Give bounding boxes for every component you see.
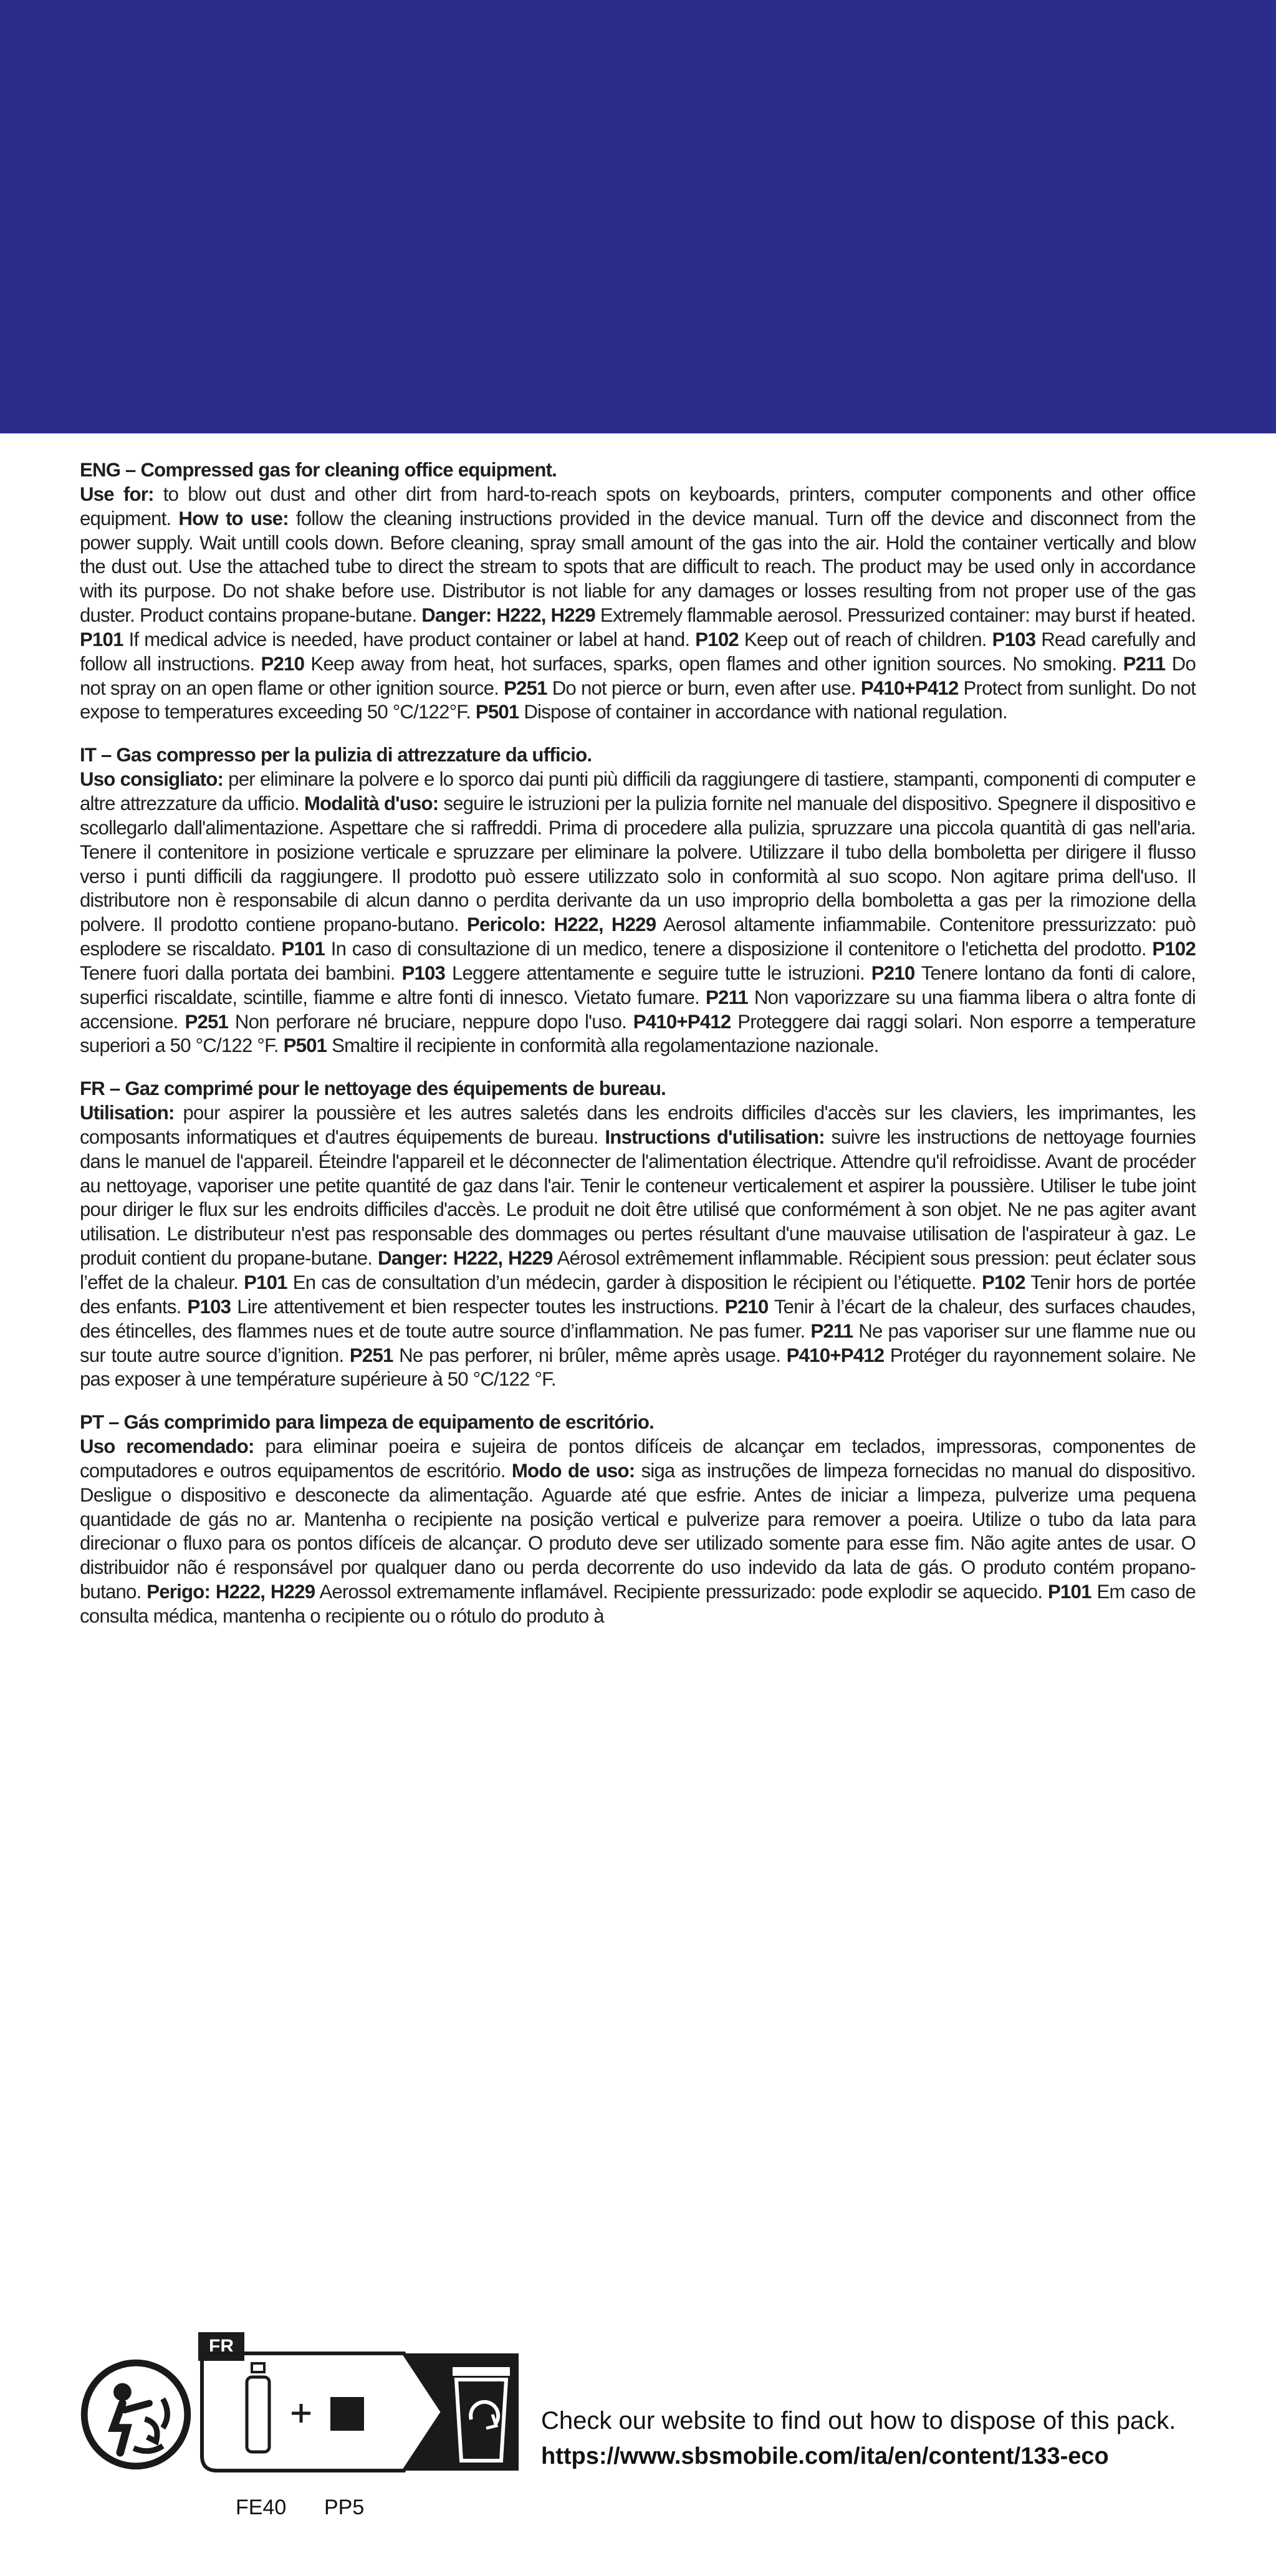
section-title-it: IT – Gas compresso per la pulizia di attrezzature da ufficio. <box>80 744 592 766</box>
body-text: Protéger du rayonnement solaire. Ne pas exposer à une température supérieure à 50 °C/122 °F. <box>80 1344 1196 1391</box>
hazard-label: P101 <box>1048 1581 1091 1603</box>
body-text: Aérosol extrêmement inflammable. Récipient sous pression: peut éclater sous l’effet de la chaleur. <box>80 1247 1196 1293</box>
hazard-label: P211 <box>705 986 748 1008</box>
aerosol-can-icon <box>247 2363 269 2452</box>
hazard-label: P102 <box>695 628 739 650</box>
body-text: Tenere fuori dalla portata dei bambini. <box>80 962 402 984</box>
hazard-label: Instructions d'utilisation: <box>605 1126 825 1148</box>
hazard-label: P410+P412 <box>633 1010 731 1033</box>
body-text: Do not pierce or burn, even after use. <box>547 677 861 699</box>
hazard-label: P251 <box>349 1344 393 1366</box>
section-body-eng <box>80 483 1196 725</box>
hazard-label: Pericolo: H222, H229 <box>467 914 656 936</box>
hazard-label: Perigo: H222, H229 <box>146 1581 315 1603</box>
body-text: In caso di consultazione di un medico, tenere a disposizione il contenitore o l'etichetta del prodotto. <box>325 938 1153 960</box>
body-text: Keep away from heat, hot surfaces, sparks, open flames and other ignition sources. No smoking. <box>304 652 1123 675</box>
body-text: Tenere lontano da fonti di calore, superfici riscaldate, scintille, fiamme e altre fonti di innesco. Vietato fumare. <box>80 962 1196 1008</box>
hazard-label: P101 <box>80 628 123 650</box>
material-code-cap: PP5 <box>324 2496 365 2519</box>
body-text: Keep out of reach of children. <box>738 628 992 650</box>
hazard-label: P410+P412 <box>786 1344 885 1366</box>
section-it <box>80 743 1196 1058</box>
section-title-fr: FR – Gaz comprimé pour le nettoyage des équipements de bureau. <box>80 1078 666 1100</box>
body-text: Non perforare né bruciare, neppure dopo l'uso. <box>228 1010 633 1033</box>
body-text: Lire attentivement et bien respecter toutes les instructions. <box>231 1295 725 1318</box>
disposal-instructions-text: Check our website to find out how to dispose of this pack. <box>541 2407 1176 2434</box>
hazard-label: Utilisation: <box>80 1102 175 1124</box>
section-body-it <box>80 768 1196 1058</box>
hazard-label: Use for: <box>80 483 154 505</box>
body-text: to blow out dust and other dirt from hard-to-reach spots on keyboards, printers, computer components and other office equipment. <box>80 483 1196 529</box>
hazard-label: P101 <box>281 938 325 960</box>
hazard-label: P102 <box>982 1271 1025 1293</box>
hazard-label: Danger: H222, H229 <box>421 604 595 627</box>
hazard-label: P251 <box>185 1010 229 1033</box>
body-text: siga as instruções de limpeza fornecidas no manual do dispositivo. Desligue o dispositivo e desconecte da alimentação. Aguarde até que esfrie. Antes de iniciar a limpeza, pulverize uma pequena quantidade de gás no ar. Mantenha o recipiente na posição vertical e pulverize para remover a poeira. Utilize o tubo da lata para direcionar o fluxo para os pontos difíceis de alcançar. O produto deve ser utilizado somente para esse fim. Não agite antes de usar. O distribuidor não é responsável por qualquer dano ou perda decorrente do uso indevido da lata de gás. O produto contém propano-butano. <box>80 1459 1196 1603</box>
hazard-label: Uso recomendado: <box>80 1435 254 1458</box>
body-text: Do not spray on an open flame or other ignition source. <box>80 652 1196 699</box>
section-body-fr <box>80 1101 1196 1392</box>
hazard-label: P501 <box>475 701 519 723</box>
hazard-label: Modalità d'uso: <box>304 792 439 814</box>
hazard-label: Danger: H222, H229 <box>377 1247 553 1270</box>
hazard-label: P410+P412 <box>860 677 959 699</box>
body-text: Ne pas vaporiser sur une flamme nue ou sur toute autre source d’ignition. <box>80 1319 1196 1366</box>
body-text: Ne pas perforer, ni brûler, même après usage. <box>393 1344 787 1366</box>
body-text: seguire le istruzioni per la pulizia fornite nel manuale del dispositivo. Spegnere il dispositivo e scollegarlo dall'alimentazione. Aspettare che si raffreddi. Prima di procedere alla pulizia, spruzzare una piccola quantità di gas nell'aria. Tenere il contenitore in posizione verticale e spruzzare per eliminare la polvere. Utilizzare il tubo della bomboletta per dirigere il flusso verso i punti difficili da raggiungere. Il prodotto può essere utilizzato solo in conformità al suo scopo. Non agitare prima dell'uso. Il distributore non è responsabile di alcun danno o perdita derivante da un uso improprio della bomboletta a gas per la rimozione della polvere. Il prodotto contiene propano-butano. <box>80 792 1196 936</box>
section-pt <box>80 1411 1196 1629</box>
body-text: para eliminar poeira e sujeira de pontos difíceis de alcançar em teclados, impressoras, componentes de computadores e outros equipamentos de escritório. <box>80 1435 1196 1482</box>
hazard-label: Uso consigliato: <box>80 768 224 791</box>
body-text: Non vaporizzare su una fiamma libera o altra fonte di accensione. <box>80 986 1196 1033</box>
body-text: suivre les instructions de nettoyage fournies dans le manuel de l'appareil. Éteindre l'appareil et le déconnecter de l'alimentation électrique. Attendre qu'il refroidisse. Avant de procéder au nettoyage, vaporiser une petite quantité de gaz dans l'air. Tenir le conteneur verticalement et aspirer la poussière. Utiliser le tube joint pour diriger le flux sur les endroits difficiles d'accès. Le produit ne doit être utilisé que conformément à son objet. Ne ne pas agiter avant utilisation. Le distributeur n'est pas responsable des dommages ou pertes résultant d'une mauvaise utilisation de l'aspirateur à gaz. Le produit contient du propane-butane. <box>80 1126 1196 1270</box>
body-text: Em caso de consulta médica, mantenha o recipiente ou o rótulo do produto à <box>80 1581 1196 1627</box>
plus-icon <box>292 2404 310 2423</box>
body-text: Aerosol altamente infiammabile. Contenitore pressurizzato: può esplodere se riscaldato. <box>80 914 1196 960</box>
body-text: Tenir hors de portée des enfants. <box>80 1271 1196 1318</box>
hazard-label: P210 <box>724 1295 769 1318</box>
hazard-label: P103 <box>187 1295 231 1318</box>
material-code-can: FE40 <box>236 2496 287 2519</box>
hazard-label: How to use: <box>178 507 289 529</box>
hazard-label: P501 <box>283 1035 327 1057</box>
disposal-website-link[interactable]: https://www.sbsmobile.com/ita/en/content/133-eco <box>541 2443 1109 2469</box>
cap-icon <box>330 2397 364 2431</box>
section-eng <box>80 458 1196 725</box>
instructions-text <box>80 458 1196 1647</box>
hazard-label: Modo de uso: <box>511 1459 635 1482</box>
body-text: Smaltire il recipiente in conformità alla regolamentazione nazionale. <box>327 1035 879 1057</box>
hazard-label: P210 <box>261 652 305 675</box>
body-text: If medical advice is needed, have product container or label at hand. <box>123 628 696 650</box>
hazard-label: P251 <box>504 677 547 699</box>
country-tab: FR <box>198 2332 244 2361</box>
section-title-eng: ENG – Compressed gas for cleaning office equipment. <box>80 459 557 481</box>
disposal-footer <box>0 2332 1276 2576</box>
body-text: follow the cleaning instructions provided in the device manual. Turn off the device and disconnect from the power supply. Wait untill cools down. Before cleaning, spray small amount of the gas into the air. Hold the container vertically and blow the dust out. Use the attached tube to direct the stream to spots that are difficult to reach. The product may be used only in accordance with its purpose. Do not shake before use. Distributor is not liable for any damages or losses resulting from not proper use of the gas duster. Product contains propane-butane. <box>80 507 1196 627</box>
body-text: Aerossol extremamente inflamável. Recipiente pressurizado: pode explodir se aquecido. <box>315 1581 1048 1603</box>
body-text: pour aspirer la poussière et les autres saletés dans les endroits difficiles d'accès sur les claviers, les imprimantes, les composants informatiques et d'autres équipements de bureau. <box>80 1102 1196 1148</box>
triman-logo-icon <box>80 2358 192 2471</box>
section-title-pt: PT – Gás comprimido para limpeza de equipamento de escritório. <box>80 1411 654 1434</box>
section-body-pt <box>80 1435 1196 1629</box>
body-text: Protect from sunlight. Do not expose to temperatures exceeding 50 °C/122°F. <box>80 677 1196 723</box>
body-text: per eliminare la polvere e lo sporco dai punti più difficili da raggiungere di tastiere, stampanti, componenti di computer e altre attrezzature da ufficio. <box>80 768 1196 814</box>
hazard-label: P103 <box>401 962 446 984</box>
sorting-instructions-box <box>198 2350 522 2474</box>
body-text: En cas de consultation d’un médecin, garder à disposition le récipient ou l’étiquette. <box>287 1271 982 1293</box>
hazard-label: P102 <box>1152 938 1196 960</box>
header-color-band <box>0 0 1276 433</box>
body-text: Proteggere dai raggi solari. Non esporre a temperature superiori a 50 °C/122 °F. <box>80 1010 1196 1057</box>
body-text: Read carefully and follow all instructions. <box>80 628 1196 675</box>
body-text: Extremely flammable aerosol. Pressurized container: may burst if heated. <box>595 604 1196 627</box>
body-text: Leggere attentamente e seguire tutte le istruzioni. <box>445 962 871 984</box>
hazard-label: P210 <box>871 962 915 984</box>
section-fr <box>80 1077 1196 1392</box>
hazard-label: P211 <box>810 1319 853 1342</box>
hazard-label: P101 <box>244 1271 287 1293</box>
hazard-label: P211 <box>1123 652 1166 675</box>
hazard-label: P103 <box>992 628 1036 650</box>
body-text: Dispose of container in accordance with national regulation. <box>519 701 1007 723</box>
body-text: Tenir à l’écart de la chaleur, des surfaces chaudes, des étincelles, des flammes nues et de toute autre source d’inflammation. Ne pas fumer. <box>80 1295 1196 1342</box>
